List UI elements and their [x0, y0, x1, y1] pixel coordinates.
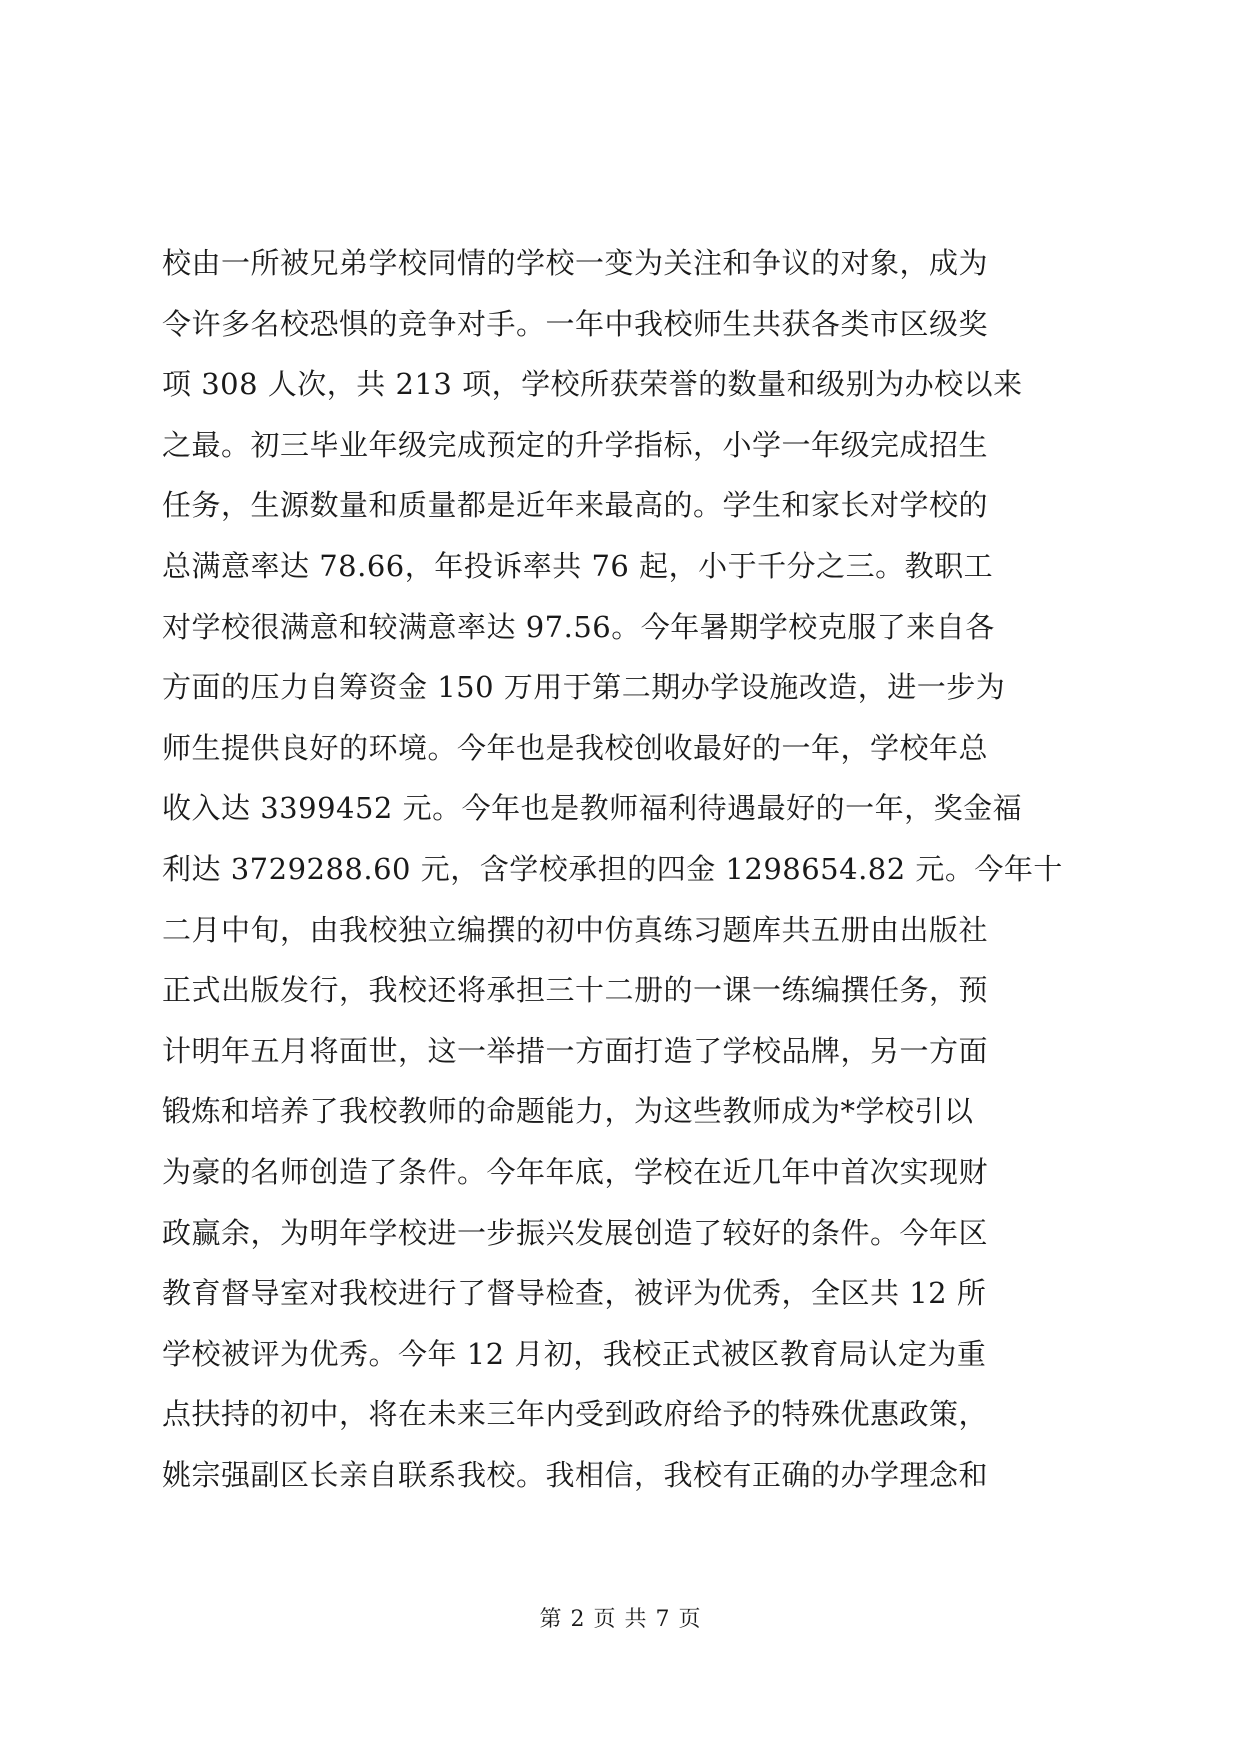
text-line: 师生提供良好的环境。今年也是我校创收最好的一年，学校年总	[162, 730, 989, 765]
page-number-footer: 第 2 页 共 7 页	[539, 1607, 702, 1632]
text-line: 项 308 人次，共 213 项，学校所获荣誉的数量和级别为办校以来	[162, 367, 1023, 402]
text-line: 点扶持的初中，将在未来三年内受到政府给予的特殊优惠政策，	[162, 1397, 989, 1432]
text-line: 收入达 3399452 元。今年也是教师福利待遇最好的一年，奖金福	[162, 791, 1023, 826]
text-line: 令许多名校恐惧的竞争对手。一年中我校师生共获各类市区级奖	[162, 306, 989, 341]
text-line: 之最。初三毕业年级完成预定的升学指标，小学一年级完成招生	[162, 427, 989, 462]
text-line: 为豪的名师创造了条件。今年年底，学校在近几年中首次实现财	[162, 1154, 989, 1189]
text-line: 政赢余，为明年学校进一步振兴发展创造了较好的条件。今年区	[162, 1215, 989, 1250]
text-line: 利达 3729288.60 元，含学校承担的四金 1298654.82 元。今年十	[162, 851, 1063, 886]
text-line: 姚宗强副区长亲自联系我校。我相信，我校有正确的办学理念和	[162, 1457, 989, 1492]
text-line: 计明年五月将面世，这一举措一方面打造了学校品牌，另一方面	[162, 1033, 989, 1068]
text-line: 学校被评为优秀。今年 12 月初，我校正式被区教育局认定为重	[162, 1336, 987, 1371]
body-text	[162, 233, 1102, 1505]
text-line: 正式出版发行，我校还将承担三十二册的一课一练编撰任务，预	[162, 973, 989, 1008]
text-line: 任务，生源数量和质量都是近年来最高的。学生和家长对学校的	[162, 488, 989, 523]
text-line: 二月中旬，由我校独立编撰的初中仿真练习题库共五册由出版社	[162, 912, 989, 947]
text-line: 锻炼和培养了我校教师的命题能力，为这些教师成为*学校引以	[162, 1094, 974, 1129]
text-line: 对学校很满意和较满意率达 97.56。今年暑期学校克服了来自各	[162, 609, 995, 644]
text-line: 方面的压力自筹资金 150 万用于第二期办学设施改造，进一步为	[162, 670, 1006, 705]
text-line: 校由一所被兄弟学校同情的学校一变为关注和争议的对象，成为	[162, 246, 989, 280]
text-line: 教育督导室对我校进行了督导检查，被评为优秀，全区共 12 所	[162, 1276, 987, 1311]
text-line: 总满意率达 78.66，年投诉率共 76 起，小于千分之三。教职工	[162, 548, 994, 583]
